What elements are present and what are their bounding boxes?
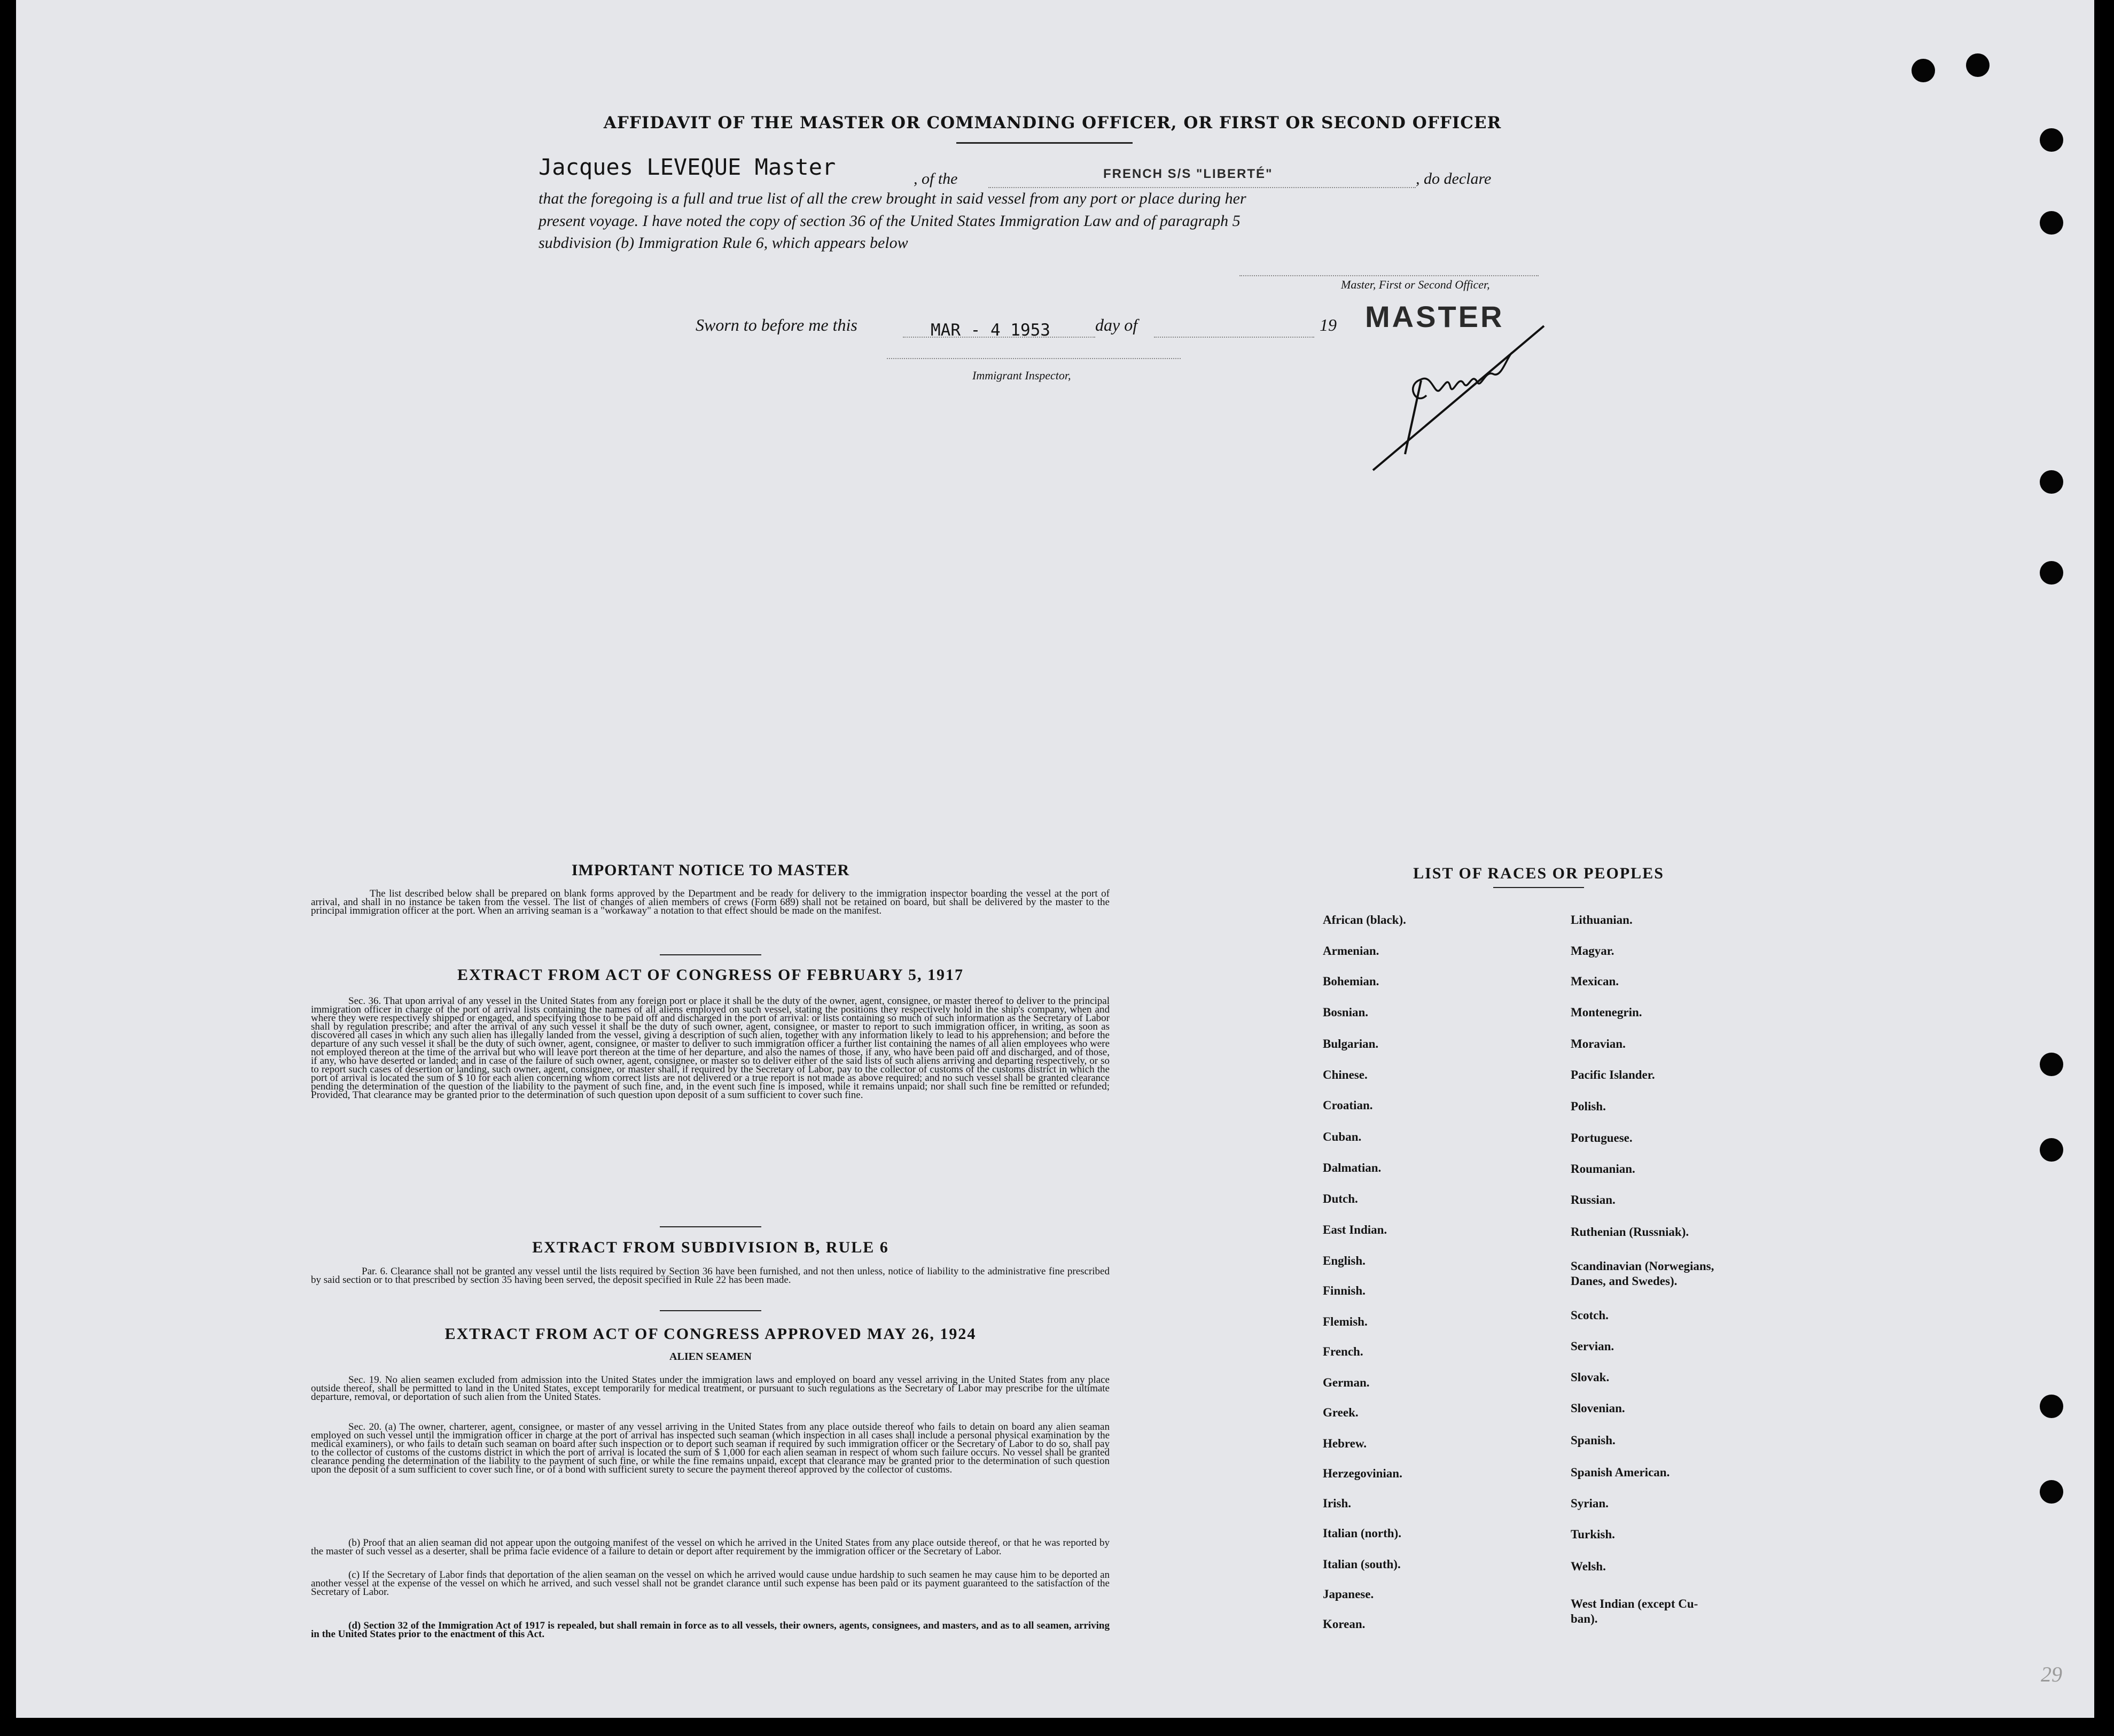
- sec20d-body: (d) Section 32 of the Immigration Act of 1917 is repealed, but shall remain in force as to all vessels, their owners, agents, consignees, and masters, and as to all seamen, arriving in the United States prior to the enactment of this Act.: [311, 1620, 1110, 1640]
- sec20c-body: (c) If the Secretary of Labor finds that deportation of the alien seaman on the vessel on which he arrived would cause undue hardship to such seamen he may cause him to be deported an another vessel at the expense of the vessel on which he arrived, and such vessel shall not be grandet clarance until such expense has been paid or its payment guaranteed to the satisfaction of the Secretary of Labor.: [311, 1569, 1110, 1598]
- binder-hole: [2040, 211, 2063, 235]
- notice-body: The list described below shall be prepared on blank forms approved by the Department and be ready for delivery to the immigration inspector boarding the vessel at the port of arrival, and shall in no instance be taken from the vessel. The list of changes of alien members of crews (Form 689) shall not be retained on board, but shall be delivered by the master to the principal immigration officer at the port. When an arriving seaman is a "workaway" a notation to that effect should be made on the manifest.: [311, 888, 1110, 916]
- race-item: Hebrew.: [1323, 1437, 1367, 1450]
- binder-hole: [2040, 128, 2063, 152]
- race-item: Korean.: [1323, 1617, 1366, 1631]
- race-item: Italian (south).: [1323, 1558, 1401, 1571]
- race-item: Bosnian.: [1323, 1006, 1369, 1019]
- sec19-body: Sec. 19. No alien seamen excluded from admission into the United States under the immigration laws and employed on board any vessel arriving in the United States from any place outside thereof, shall be permitted to land in the United States, except temporarily for medical treatment, or pursuant to such regulations as the Secretary of Labor may prescribe for the ultimate departure, removal, or deportation of such alien from the United States.: [311, 1374, 1110, 1403]
- master-name: Jacques LEVEQUE Master: [539, 154, 836, 180]
- race-item: Dutch.: [1323, 1192, 1358, 1205]
- divider: [1493, 887, 1584, 888]
- race-item: West Indian (except Cu- ban).: [1571, 1597, 1698, 1625]
- title-underline: [956, 142, 1133, 144]
- race-item: Turkish.: [1571, 1528, 1615, 1541]
- race-item: African (black).: [1323, 913, 1406, 927]
- race-item: Armenian.: [1323, 944, 1379, 957]
- signature-caption: Master, First or Second Officer,: [1341, 278, 1490, 291]
- race-item: Scandinavian (Norwegians, Danes, and Swedes).: [1571, 1259, 1714, 1288]
- race-item: Finnish.: [1323, 1284, 1366, 1297]
- race-item: Welsh.: [1571, 1560, 1606, 1573]
- extract-1924-title: EXTRACT FROM ACT OF CONGRESS APPROVED MAY 26, 1924: [444, 1325, 977, 1343]
- race-item: Magyar.: [1571, 944, 1614, 957]
- month-line: [1154, 337, 1314, 338]
- signature-line: [1239, 275, 1539, 276]
- master-stamp: MASTER: [1365, 300, 1504, 333]
- race-item: East Indian.: [1323, 1223, 1387, 1236]
- day-of-label: day of: [1095, 315, 1138, 334]
- extract-1917-body: Sec. 36. That upon arrival of any vessel in the United States from any foreign port or place it shall be the duty of the owner, agent, consignee, or master thereof to deliver to the principal immigration officer in charge of the port of arrival lists containing the names of all aliens employed on such vessel, stating the positions they respectively hold in the ship's company, when and where they were respectively shipped or engaged, and specifying those to be paid off and discharged in the port of arrival: or lists containing so much of such information as the Secretary of Labor shall by regulation prescribe; and after the arrival of any such vessel it shall be the duty of such owner, agent, consignee, or master to report to such immigration officer, in writing, as soon as discovered all cases in which any such alien has illegally landed from the vessel, giving a description of such alien, together with any information likely to lead to his apprehension; and before the departure of any such vessel it shall be the duty of such owner, agent, consignee, or master to deliver to such immigration officer a further list containing the names of all alien employees who were not employed thereon at the time of the arrival but who will leave port thereon at the time of her departure, and also the names of those, if any, who have been paid off and discharged, and of those, if any, who have deserted or landed; and in case of the failure of such owner, agent, consignee, or master so to deliver either of the said lists of such aliens arriving and departing respectively, or so to report such cases of desertion or landing, such owner, agent, consignee, or master shall, if required by the Secretary of Labor, pay to the collector of customs of the customs district in which the port of arrival is located the sum of $ 10 for each alien concerning whom correct lists are not delivered or a true report is not made as above required; and no such vessel shall be granted clearance pending the determination of the question of the liability to the payment of such fine, and, in the event such fine is imposed, while it remains unpaid; nor shall such fine be remitted or refunded; Provided, That clearance may be granted prior to the determination of such question upon deposit of a sum sufficient to cover such fine.: [311, 995, 1110, 1101]
- race-item: Portuguese.: [1571, 1131, 1633, 1145]
- extract-1924-subtitle: ALIEN SEAMEN: [669, 1351, 752, 1363]
- race-item: Greek.: [1323, 1406, 1359, 1419]
- year-prefix: 19: [1320, 315, 1337, 334]
- margin-mark: 29: [2041, 1662, 2062, 1686]
- race-item: Montenegrin.: [1571, 1006, 1642, 1019]
- sec20b-body: (b) Proof that an alien seaman did not appear upon the outgoing manifest of the vessel on which he arrived in the United States from any place outside thereof, or that he was reported by the master of such vessel as a deserter, shall be prima facie evidence of a failure to detain or deport after requirement by the immigration officer or the Secretary of Labor.: [311, 1537, 1110, 1557]
- race-item: Pacific Islander.: [1571, 1068, 1655, 1081]
- race-item: Ruthenian (Russniak).: [1571, 1225, 1689, 1239]
- race-item: English.: [1323, 1254, 1366, 1267]
- vessel-line: [988, 187, 1416, 188]
- binder-hole: [1966, 53, 1990, 77]
- divider: [660, 954, 761, 955]
- race-item: Bohemian.: [1323, 975, 1379, 988]
- binder-hole: [2040, 470, 2063, 494]
- race-item: Roumanian.: [1571, 1162, 1635, 1176]
- binder-hole: [2040, 1138, 2063, 1162]
- race-item: Lithuanian.: [1571, 913, 1633, 927]
- race-item: Italian (north).: [1323, 1527, 1401, 1540]
- race-item: Slovak.: [1571, 1371, 1610, 1384]
- sworn-label: Sworn to before me this: [696, 315, 857, 334]
- affidavit-title: AFFIDAVIT OF THE MASTER OR COMMANDING OFFICER, OR FIRST OR SECOND OFFICER: [603, 113, 1502, 133]
- binder-hole: [1912, 59, 1935, 82]
- extract-1917-title: EXTRACT FROM ACT OF CONGRESS OF FEBRUARY 5, 1917: [457, 966, 964, 984]
- races-title: LIST OF RACES OR PEOPLES: [1413, 865, 1664, 882]
- inspector-line: [887, 358, 1181, 359]
- race-item: Spanish American.: [1571, 1466, 1670, 1479]
- notice-title: IMPORTANT NOTICE TO MASTER: [571, 861, 850, 879]
- race-item: Chinese.: [1323, 1068, 1368, 1081]
- race-item: Moravian.: [1571, 1037, 1626, 1050]
- race-item: Irish.: [1323, 1497, 1352, 1510]
- of-the-label: , of the: [914, 170, 958, 188]
- race-item: Bulgarian.: [1323, 1037, 1379, 1050]
- divider: [660, 1226, 761, 1227]
- do-declare-label: , do declare: [1416, 170, 1492, 188]
- sworn-date: MAR - 4 1953: [931, 321, 1050, 340]
- rule6-title: EXTRACT FROM SUBDIVISION B, RULE 6: [532, 1239, 889, 1256]
- race-item: Dalmatian.: [1323, 1161, 1382, 1174]
- race-item: Spanish.: [1571, 1434, 1616, 1447]
- declaration-line-1: that the foregoing is a full and true list of all the crew brought in said vessel from any port or place during her: [539, 190, 1246, 207]
- race-item: Japanese.: [1323, 1587, 1374, 1601]
- divider: [660, 1310, 761, 1311]
- race-item: Servian.: [1571, 1340, 1614, 1353]
- race-item: Scotch.: [1571, 1309, 1609, 1322]
- race-item: Flemish.: [1323, 1315, 1368, 1328]
- race-item: Cuban.: [1323, 1130, 1362, 1143]
- race-item: Russian.: [1571, 1193, 1616, 1206]
- declaration-line-2: present voyage. I have noted the copy of section 36 of the United States Immigration Law and of paragraph 5: [539, 212, 1241, 230]
- race-item: Slovenian.: [1571, 1402, 1625, 1415]
- race-item: Syrian.: [1571, 1497, 1609, 1510]
- rule6-body: Par. 6. Clearance shall not be granted any vessel until the lists required by Section 36 have been furnished, and not then unless, notice of liability to the administrative fine prescribed by said section or to that prescribed by section 35 having been served, the deposit specified in Rule 22 has been made.: [311, 1266, 1110, 1286]
- race-item: Mexican.: [1571, 975, 1619, 988]
- binder-hole: [2040, 1053, 2063, 1076]
- vessel-name: FRENCH S/S "LIBERTÉ": [1103, 167, 1273, 181]
- binder-hole: [2040, 1480, 2063, 1504]
- master-signature: [1341, 321, 1565, 481]
- inspector-caption: Immigrant Inspector,: [972, 369, 1071, 382]
- race-item: Polish.: [1571, 1100, 1606, 1113]
- race-item: Croatian.: [1323, 1099, 1373, 1112]
- binder-hole: [2040, 1395, 2063, 1418]
- race-item: German.: [1323, 1376, 1370, 1389]
- document-page: [16, 0, 2094, 1718]
- declaration-line-3: subdivision (b) Immigration Rule 6, which appears below: [539, 234, 908, 252]
- race-item: Herzegovinian.: [1323, 1467, 1402, 1480]
- race-item: French.: [1323, 1345, 1363, 1358]
- sec20a-body: Sec. 20. (a) The owner, charterer, agent, consignee, or master of any vessel arriving in the United States from any place outside thereof who fails to detain on board any alien seaman employed on such vessel until the immigration officer in charge at the port of arrival has inspected such seaman (which inspection in all cases shall include a personal physical examination by the medical examiners), or who fails to detain such seaman on board after such inspection or to deport such seaman if required by such immigration officer or the Secretary of Labor to do so, shall pay to the collector of customs of the customs district in which the port of arrival is located the sum of $ 1,000 for each alien seaman in respect of whom such failure occurs. No vessel shall be granted clearance pending the determination of the liability to the payment of such fine, or while the fine remains unpaid, except that clearance may be granted prior to the determination of such question upon the deposit of a sum sufficient to cover such fine, or of a bond with sufficient surety to secure the payment thereof approved by the collector of customs.: [311, 1421, 1110, 1475]
- binder-hole: [2040, 561, 2063, 585]
